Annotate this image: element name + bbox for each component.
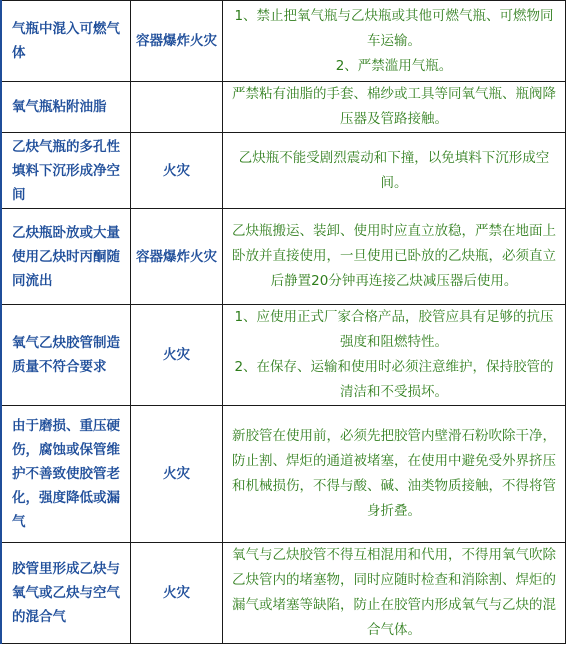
measure-cell xyxy=(223,209,566,305)
hazard-type-text: 火灾 xyxy=(163,585,190,601)
cause-text: 胶管里形成乙炔与氧气或乙炔与空气的混合气 xyxy=(12,561,120,625)
cause-cell xyxy=(1,82,131,133)
hazard-type-cell xyxy=(131,209,223,305)
measure-text: 1、禁止把氧气瓶与乙炔瓶或其他可燃气瓶、可燃物同车运输。 xyxy=(234,7,554,49)
hazard-type-cell xyxy=(131,406,223,543)
measure-text: 严禁粘有油脂的手套、棉纱或工具等同氧气瓶、瓶阀降压器及管路接触。 xyxy=(232,86,556,127)
measure-cell xyxy=(223,543,566,644)
cause-text: 氧气瓶粘附油脂 xyxy=(12,99,107,115)
cause-text: 乙炔气瓶的多孔性填料下沉形成净空间 xyxy=(12,138,120,203)
cause-cell xyxy=(1,406,131,543)
measure-text: 氧气与乙炔胶管不得互相混用和代用，不得用氧气吹除乙炔管内的堵塞物，同时应随时检查和消除割、焊炬的漏气或堵塞等缺陷，防止在胶管内形成氧气与乙炔的混合气体。 xyxy=(232,547,556,638)
cause-text: 氧气乙炔胶管制造质量不符合要求 xyxy=(12,335,120,375)
cause-text: 气瓶中混入可燃气体 xyxy=(12,21,120,61)
cause-cell xyxy=(1,133,131,209)
table-row xyxy=(1,209,566,305)
hazard-type-text: 火灾 xyxy=(163,347,190,363)
measure-text: 2、在保存、运输和使用时必须注意维护，保持胶管的清洁和不受损坏。 xyxy=(234,359,554,400)
hazard-type-text: 容器爆炸火灾 xyxy=(136,33,217,49)
table-row xyxy=(1,305,566,406)
hazard-type-text: 火灾 xyxy=(163,162,190,179)
cause-text: 乙炔瓶卧放或大量使用乙炔时丙酮随同流出 xyxy=(12,224,120,289)
table-row xyxy=(1,1,566,82)
hazard-type-cell xyxy=(131,1,223,82)
hazard-type-cell xyxy=(131,543,223,644)
hazard-type-cell xyxy=(131,305,223,406)
cause-cell xyxy=(1,1,131,82)
measure-text: 2、严禁滥用气瓶。 xyxy=(335,57,453,74)
table-row xyxy=(1,133,566,209)
measure-text: 1、应使用正式厂家合格产品，胶管应具有足够的抗压强度和阻燃特性。 xyxy=(234,309,554,350)
measure-text: 新胶管在使用前，必须先把胶管内壁滑石粉吹除干净，防止割、焊炬的通道被堵塞，在使用中避免受外界挤压和机械损伤，不得与酸、碱、油类物质接触，不得将管身折叠。 xyxy=(232,428,556,519)
cause-cell xyxy=(1,543,131,644)
measure-cell xyxy=(223,133,566,209)
measure-cell xyxy=(223,1,566,82)
measure-cell xyxy=(223,406,566,543)
measure-text: 乙炔瓶搬运、装卸、使用时应直立放稳，严禁在地面上卧放并直接使用，一旦使用已卧放的乙炔瓶，必须直立后静置20分钟再连接乙炔减压器后使用。 xyxy=(232,223,556,289)
cause-text: 由于磨损、重压硬伤，腐蚀或保管维护不善致使胶管老化，强度降低或漏气 xyxy=(12,418,120,530)
cause-cell xyxy=(1,209,131,305)
hazard-type-text: 火灾 xyxy=(163,466,190,482)
measure-cell xyxy=(223,82,566,133)
table-row xyxy=(1,82,566,133)
hazard-type-text: 容器爆炸火灾 xyxy=(136,248,217,265)
hazard-type-cell xyxy=(131,82,223,133)
hazard-type-cell xyxy=(131,133,223,209)
measure-text: 乙炔瓶不能受剧烈震动和下撞，以免填料下沉形成空间。 xyxy=(238,149,550,191)
table-row xyxy=(1,543,566,644)
cause-cell xyxy=(1,305,131,406)
table-row xyxy=(1,406,566,543)
measure-cell xyxy=(223,305,566,406)
